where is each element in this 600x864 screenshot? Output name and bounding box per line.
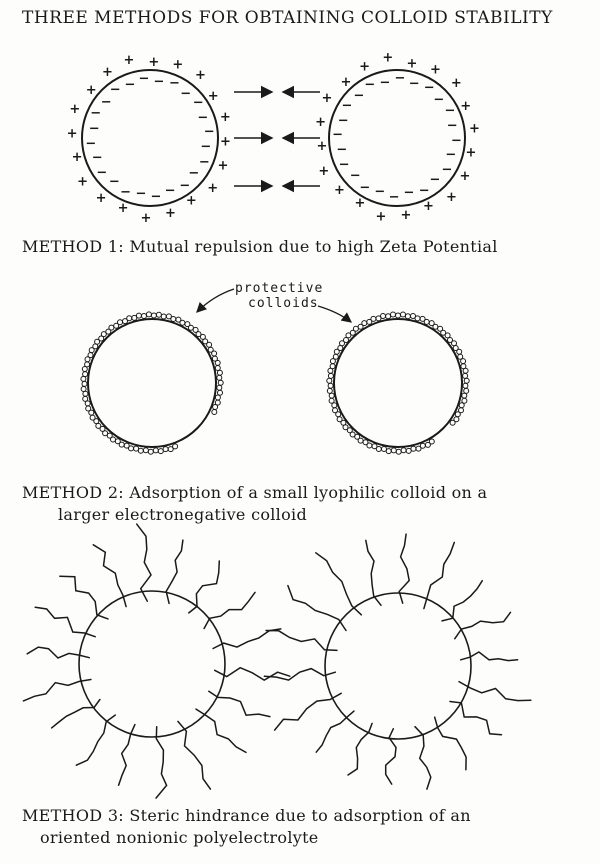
protective-colloid: [327, 378, 332, 383]
polymer-chain: [386, 729, 396, 784]
positive-charge: +: [140, 210, 152, 226]
method2-protective-colloids-left: [81, 312, 223, 454]
protective-colloid: [337, 417, 342, 422]
protective-colloid: [143, 448, 148, 453]
protective-colloid: [217, 385, 222, 390]
polymer-chain: [52, 700, 100, 728]
protective-colloid: [180, 320, 185, 325]
protective-colloid: [333, 408, 338, 413]
protective-colloid: [371, 316, 376, 321]
protective-colloid: [330, 364, 335, 369]
method1-charges-left: [67, 53, 231, 226]
protective-colloid: [328, 383, 333, 388]
protective-colloid: [171, 317, 176, 322]
protective-colloid: [459, 403, 464, 408]
polymer-chain: [459, 682, 531, 701]
negative-charge: −: [403, 185, 415, 201]
negative-charge: −: [150, 189, 162, 205]
protective-colloid: [457, 349, 462, 354]
negative-charge: −: [124, 77, 136, 93]
protective-colloid: [212, 410, 217, 415]
positive-charge: +: [217, 158, 229, 174]
negative-charge: −: [90, 106, 102, 122]
polymer-chain: [450, 702, 502, 735]
method3-polymer-chains-left: [23, 524, 289, 798]
method1-particle-right: [329, 70, 465, 206]
protective-colloid: [362, 321, 367, 326]
positive-charge: +: [465, 145, 477, 161]
protective-colloid: [109, 325, 114, 330]
protective-colloid: [401, 448, 406, 453]
protective-colloid: [425, 442, 430, 447]
negative-charge: −: [96, 165, 108, 181]
protective-colloid: [327, 388, 332, 393]
positive-charge: +: [123, 52, 135, 68]
polymer-chain: [189, 561, 220, 613]
method1-caption: METHOD 1: Mutual repulsion due to high Zeta Potential: [22, 237, 498, 256]
negative-charge: −: [353, 88, 365, 104]
polymer-chain: [435, 717, 466, 770]
protective-colloid: [81, 376, 86, 381]
method2-diagram: [81, 289, 469, 454]
method2-protective-colloids-right: [327, 312, 469, 454]
negative-charge: −: [85, 136, 97, 152]
method1-particle-left: [82, 67, 218, 206]
protective-colloid: [207, 342, 212, 347]
positive-charge: +: [69, 101, 81, 117]
negative-charge: −: [359, 180, 371, 196]
protective-colloid: [153, 448, 158, 453]
protective-colloid: [329, 398, 334, 403]
positive-charge: +: [450, 76, 462, 92]
negative-charge: −: [364, 77, 376, 93]
repulsion-arrows: [234, 92, 320, 186]
polymer-chain: [137, 524, 151, 601]
positive-charge: +: [354, 196, 366, 212]
protective-colloid: [168, 447, 173, 452]
positive-charge: +: [195, 67, 206, 83]
protective-colloid: [215, 395, 220, 400]
positive-charge: +: [445, 189, 457, 205]
protective-colloid: [381, 314, 386, 319]
protective-colloid: [134, 446, 139, 451]
protective-colloid: [415, 316, 420, 321]
negative-charge: −: [88, 121, 100, 137]
positive-charge: +: [219, 134, 231, 150]
negative-charge: −: [203, 124, 215, 140]
protective-colloid: [88, 353, 93, 358]
protective-colloid: [86, 406, 91, 411]
protective-colloid: [83, 396, 88, 401]
positive-charge: +: [185, 193, 197, 209]
negative-charge: −: [332, 127, 344, 143]
protective-colloid: [396, 449, 401, 454]
protective-colloid: [450, 420, 455, 425]
positive-charge: +: [382, 50, 394, 66]
protective-colloid: [391, 312, 396, 317]
negative-charge: −: [200, 139, 212, 155]
annotation-leader-left: [197, 289, 234, 312]
polymer-chain: [275, 693, 342, 730]
protective-colloid: [142, 314, 147, 319]
negative-charge: −: [338, 157, 350, 173]
positive-charge: +: [321, 90, 333, 106]
positive-charge: +: [406, 56, 418, 72]
positive-charge: +: [429, 62, 441, 78]
polymer-chain: [178, 721, 211, 789]
protective-colloid: [213, 405, 218, 410]
protective-colloid: [461, 359, 466, 364]
negative-charge: −: [336, 142, 348, 158]
protective-colloid: [82, 381, 87, 386]
negative-charge: −: [388, 189, 400, 205]
polymer-chain: [288, 586, 346, 631]
negative-charge: −: [341, 98, 353, 114]
polymer-chain: [316, 553, 362, 615]
protective-colloid: [146, 312, 151, 317]
protective-colloid: [217, 375, 222, 380]
positive-charge: +: [77, 174, 89, 190]
method2-caption-line2: larger electronegative colloid: [58, 505, 307, 524]
protective-colloid: [127, 316, 132, 321]
protective-colloid: [463, 383, 468, 388]
negative-charge: −: [446, 118, 458, 134]
positive-charge: +: [172, 57, 184, 73]
positive-charge: +: [95, 191, 107, 207]
protective-colloid: [163, 447, 168, 452]
protective-colloid: [391, 448, 396, 453]
polymer-chain: [316, 711, 354, 752]
negative-charge: −: [198, 154, 210, 170]
protective-colloid: [463, 368, 468, 373]
positive-charge: +: [71, 150, 83, 166]
method2-caption-line1: METHOD 2: Adsorption of a small lyophilic colloid on a: [22, 483, 488, 502]
positive-charge: +: [207, 181, 219, 196]
protective-colloid: [382, 447, 387, 452]
negative-charge: −: [100, 94, 112, 110]
negative-charge: −: [441, 162, 453, 178]
annotation-colloids: colloids: [248, 296, 319, 311]
protective-colloid: [83, 372, 88, 377]
positive-charge: +: [164, 205, 176, 221]
protective-colloid: [416, 446, 421, 451]
negative-charge: −: [379, 75, 391, 91]
polymer-chain: [424, 542, 454, 608]
negative-charge: −: [135, 186, 147, 202]
negative-charge: −: [408, 76, 420, 92]
positive-charge: +: [334, 183, 345, 199]
method3-particle-left: [79, 591, 225, 737]
method2-particle-left: [88, 319, 216, 447]
positive-charge: +: [460, 99, 472, 115]
protective-colloid: [85, 362, 90, 367]
positive-charge: +: [316, 139, 328, 155]
protective-colloid: [363, 440, 368, 445]
protective-colloid: [136, 313, 141, 318]
method3-polymer-chains-right: [264, 534, 530, 789]
negative-charge: −: [180, 86, 192, 102]
protective-colloid: [424, 319, 429, 324]
positive-charge: +: [219, 110, 231, 126]
negative-charge: −: [192, 95, 204, 111]
negative-charge: −: [337, 113, 349, 129]
method3-caption-line1: METHOD 3: Steric hindrance due to adsorption of an: [22, 806, 471, 825]
annotation-leader-right: [318, 306, 351, 322]
protective-colloid: [148, 449, 153, 454]
protective-colloid: [338, 346, 343, 351]
negative-charge: −: [164, 183, 176, 199]
protective-colloid: [124, 443, 129, 448]
positive-charge: +: [359, 59, 371, 75]
positive-charge: +: [400, 208, 412, 223]
negative-charge: −: [429, 172, 441, 188]
protective-colloid: [151, 313, 156, 318]
protective-colloid: [464, 378, 469, 383]
protective-colloid: [452, 341, 457, 346]
protective-colloid: [161, 314, 166, 319]
polymer-chain: [266, 631, 337, 651]
negative-charge: −: [188, 166, 200, 182]
protective-colloid: [83, 391, 88, 396]
positive-charge: +: [117, 201, 129, 216]
positive-charge: +: [422, 199, 434, 215]
protective-colloid: [96, 423, 101, 428]
protective-colloid: [406, 448, 411, 453]
positive-charge: +: [66, 126, 78, 142]
positive-charge: +: [207, 89, 219, 105]
negative-charge: −: [450, 133, 462, 149]
protective-colloid: [372, 444, 377, 449]
positive-charge: +: [340, 74, 352, 90]
method1-charges-right: [315, 51, 480, 225]
protective-colloid: [156, 312, 161, 317]
negative-charge: −: [394, 71, 406, 87]
protective-colloid: [218, 380, 223, 385]
negative-charge: −: [109, 82, 121, 98]
protective-colloid: [455, 412, 460, 417]
protective-colloid: [215, 360, 220, 365]
protective-colloid: [90, 415, 95, 420]
positive-charge: +: [85, 83, 97, 99]
protective-colloid: [463, 373, 468, 378]
protective-colloid: [81, 387, 86, 392]
positive-charge: +: [315, 115, 327, 130]
negative-charge: −: [108, 174, 120, 190]
protective-colloid: [217, 370, 222, 375]
negative-charge: −: [445, 147, 457, 163]
protective-colloid: [328, 373, 333, 378]
negative-charge: −: [349, 168, 361, 184]
protective-colloid: [115, 439, 120, 444]
method3-diagram: [23, 524, 530, 798]
positive-charge: +: [469, 121, 480, 137]
negative-charge: −: [374, 184, 386, 200]
negative-charge: −: [418, 183, 430, 199]
protective-colloid: [396, 313, 401, 318]
polymer-chain: [348, 723, 372, 775]
protective-colloid: [386, 314, 391, 319]
method1-diagram: [67, 51, 480, 226]
positive-charge: +: [375, 209, 387, 225]
negative-charge: −: [153, 74, 165, 90]
positive-charge: +: [148, 55, 160, 71]
negative-charge: −: [444, 103, 456, 119]
negative-charge: −: [197, 110, 209, 126]
negative-charge: −: [138, 71, 150, 87]
protective-colloid: [401, 312, 406, 317]
figure-title: THREE METHODS FOR OBTAINING COLLOID STABILITY: [22, 8, 553, 28]
negative-charge: −: [423, 80, 435, 96]
positive-charge: +: [459, 168, 471, 184]
positive-charge: +: [101, 65, 113, 81]
negative-charge: −: [91, 150, 103, 166]
annotation-protective: protective: [235, 281, 324, 296]
protective-colloid: [118, 320, 123, 325]
protective-colloid: [405, 314, 410, 319]
protective-colloid: [333, 354, 338, 359]
method2-particle-right: [334, 319, 462, 447]
negative-charge: −: [168, 76, 180, 92]
method3-caption-line2: oriented nonionic polyelectrolyte: [40, 828, 319, 847]
protective-colloid: [212, 351, 217, 356]
negative-charge: −: [120, 184, 132, 200]
protective-colloid: [462, 393, 467, 398]
polymer-chain: [442, 581, 482, 621]
negative-charge: −: [433, 92, 445, 108]
positive-charge: +: [318, 163, 330, 179]
negative-charge: −: [179, 178, 191, 194]
protective-colloid: [158, 449, 163, 454]
